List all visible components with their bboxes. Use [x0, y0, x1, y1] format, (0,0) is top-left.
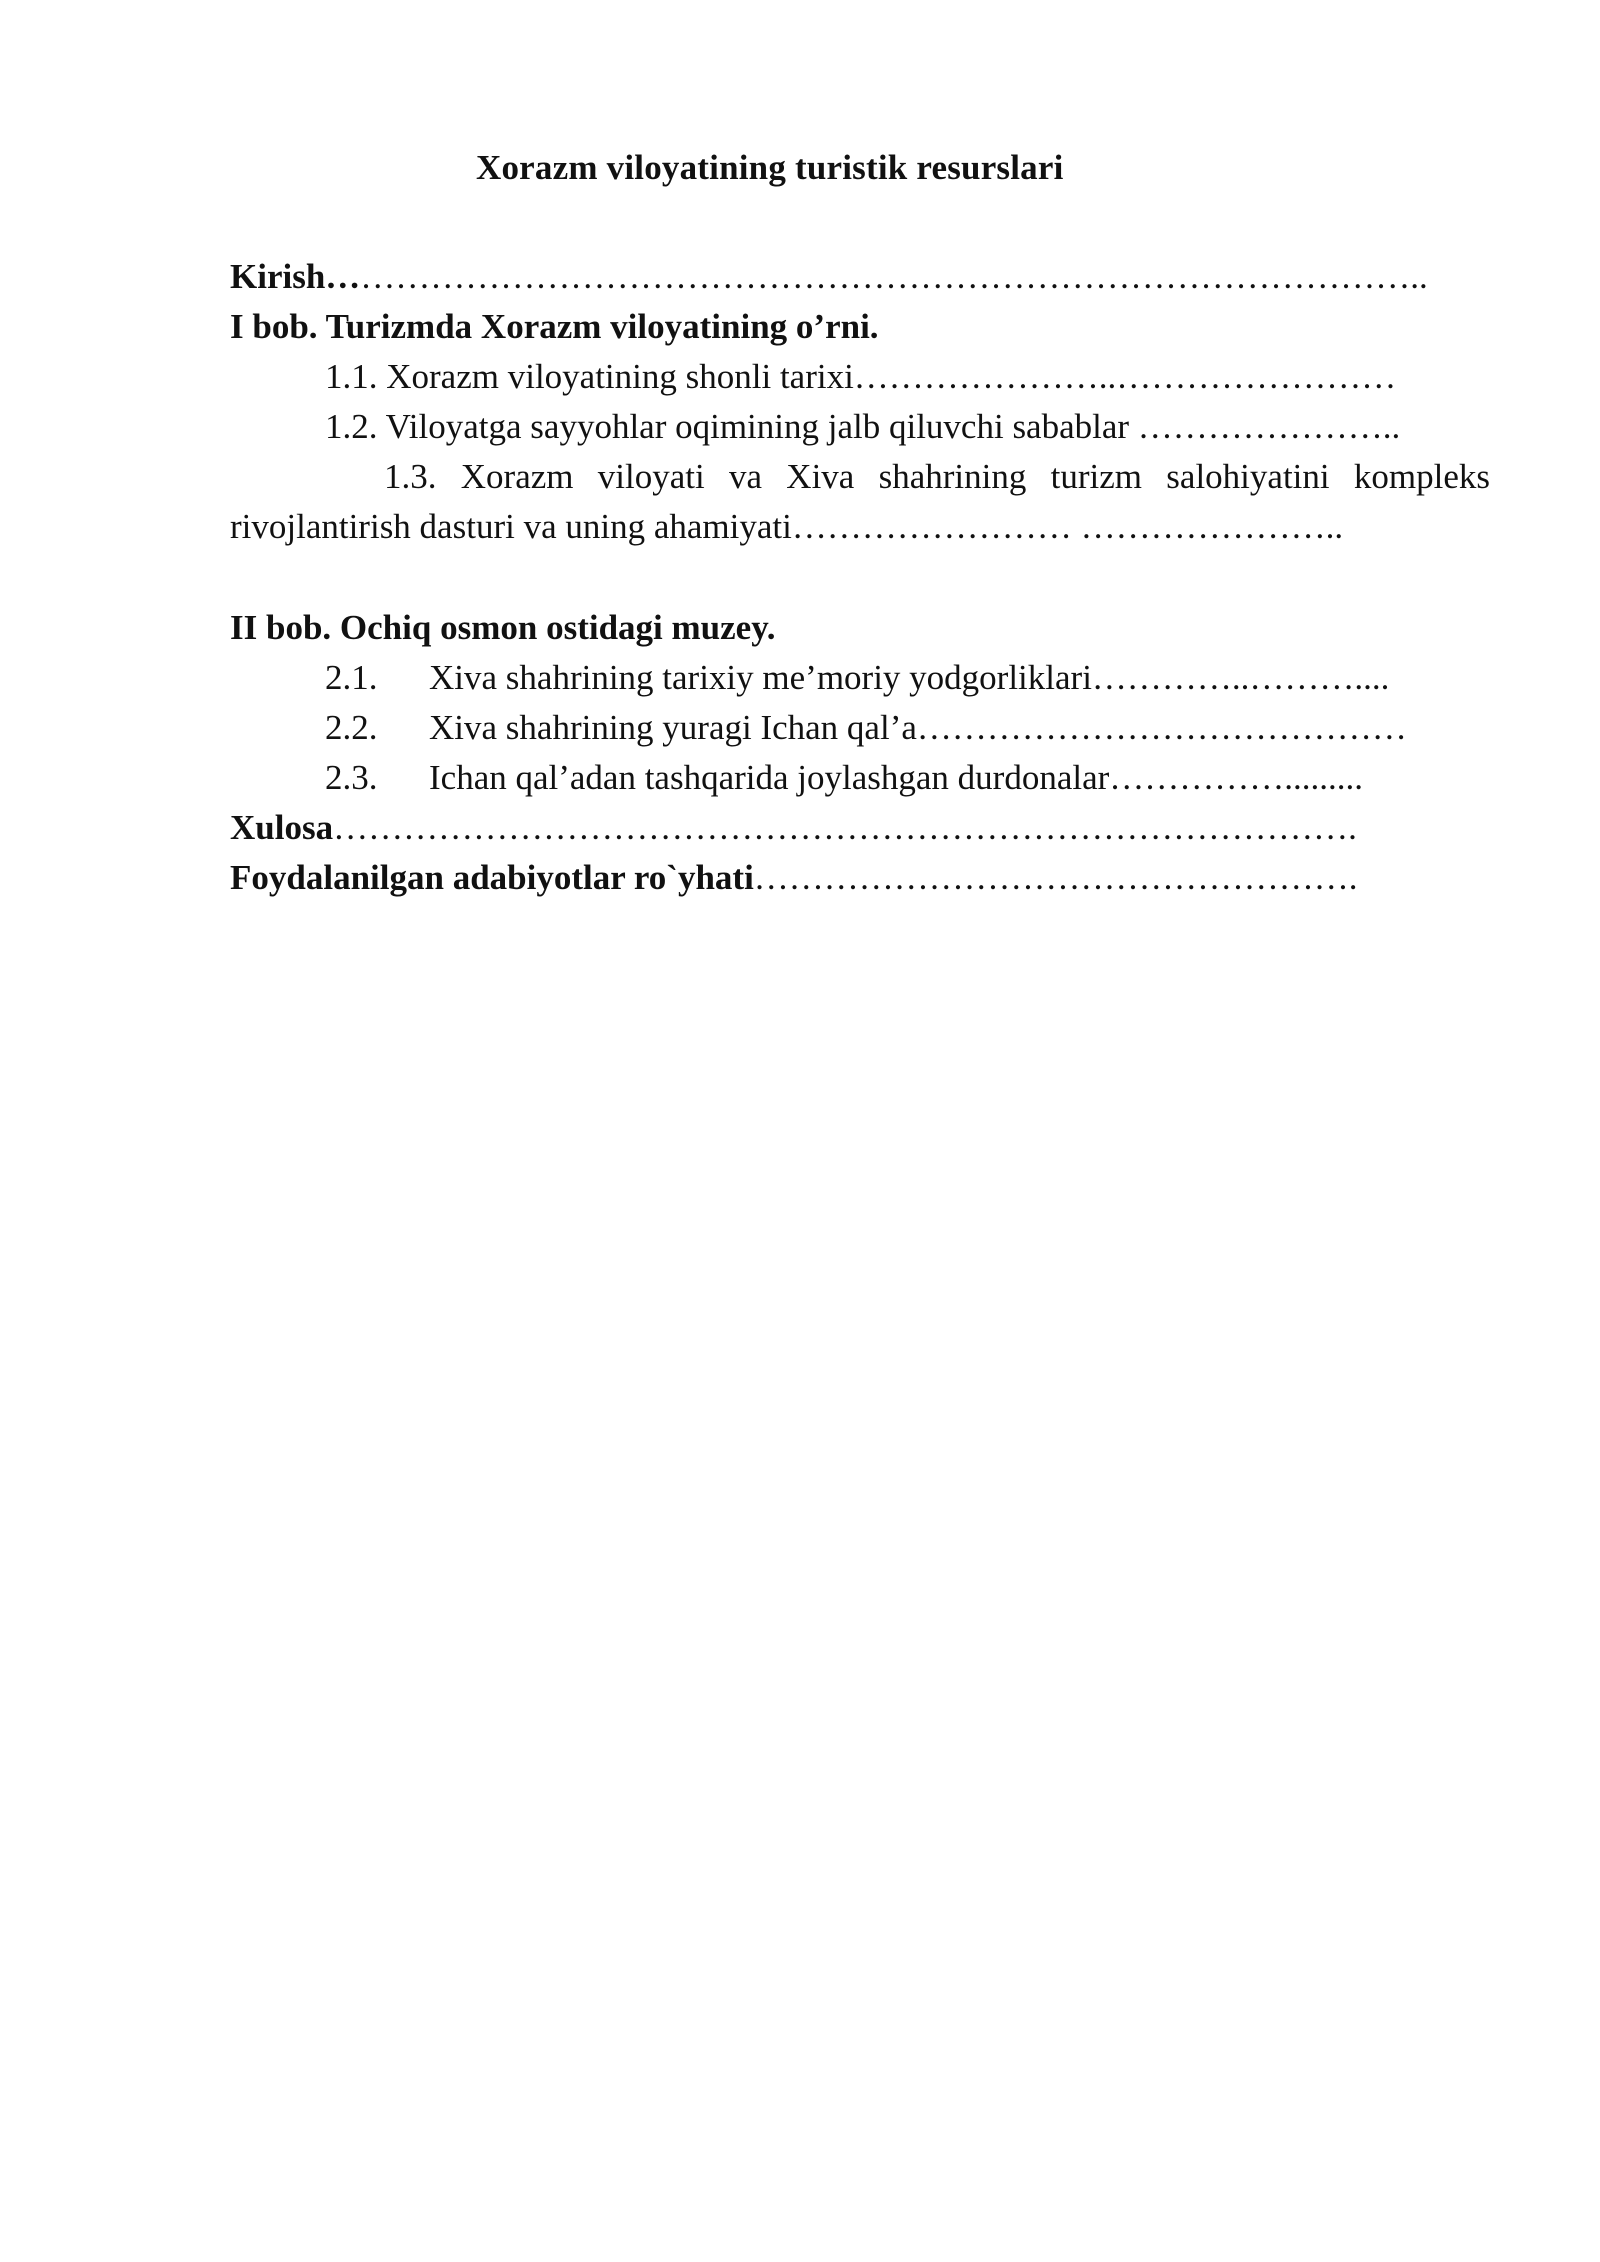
document-title: Xorazm viloyatining turistik resurslari	[476, 148, 1064, 187]
toc-entry-1-3	[230, 452, 1490, 552]
toc-entry-label: Xulosa	[230, 808, 334, 847]
toc-leader-dots: …………………………………………………………………………….	[333, 808, 1357, 847]
toc-entry-label: Kirish…	[230, 257, 361, 296]
toc-entry-1-1	[325, 352, 1396, 402]
section-title: Xiva shahrining yuragi Ichan qal’a……………………………………	[429, 708, 1407, 747]
section-title-line-2: rivojlantirish dasturi va uning ahamiyati…………………… …………………..	[230, 507, 1344, 546]
toc-entry-xulosa	[230, 803, 1357, 853]
section-title-line-1: 1.3. Xorazm viloyati va Xiva shahrining turizm salohiyatini kompleks	[384, 457, 1490, 496]
toc-entry-references	[230, 853, 1358, 903]
toc-entry-1-2: 1.2. Viloyatga sayyohlar oqimining jalb qiluvchi sabablar …………………..	[325, 407, 1401, 446]
toc-entry-label: Foydalanilgan adabiyotlar ro`yhati	[230, 858, 754, 897]
chapter-2-heading: II bob. Ochiq osmon ostidagi muzey.	[230, 608, 776, 647]
section-number: 2.3.	[325, 758, 378, 797]
toc-entry-kirish	[230, 252, 1428, 302]
toc-leader-dots: ………………………………………………………………………………..	[360, 257, 1428, 296]
toc-entry-2-2	[325, 703, 1407, 753]
section-number: 1.1.	[325, 357, 378, 396]
section-title: Ichan qal’adan tashqarida joylashgan durdonalar…………….........	[429, 758, 1364, 797]
section-title: Xiva shahrining tarixiy me’moriy yodgorliklari…………..………....	[429, 658, 1390, 697]
toc-entry-2-1	[325, 653, 1389, 703]
section-title: Xorazm viloyatining shonli tarixi…………………..……………………	[386, 357, 1397, 396]
chapter-1-heading: I bob. Turizmda Xorazm viloyatining o’rni.	[230, 307, 879, 346]
section-number: 2.1.	[325, 658, 378, 697]
toc-entry-2-3	[325, 753, 1363, 803]
section-number: 2.2.	[325, 708, 378, 747]
toc-leader-dots: …………………………………………….	[753, 858, 1358, 897]
